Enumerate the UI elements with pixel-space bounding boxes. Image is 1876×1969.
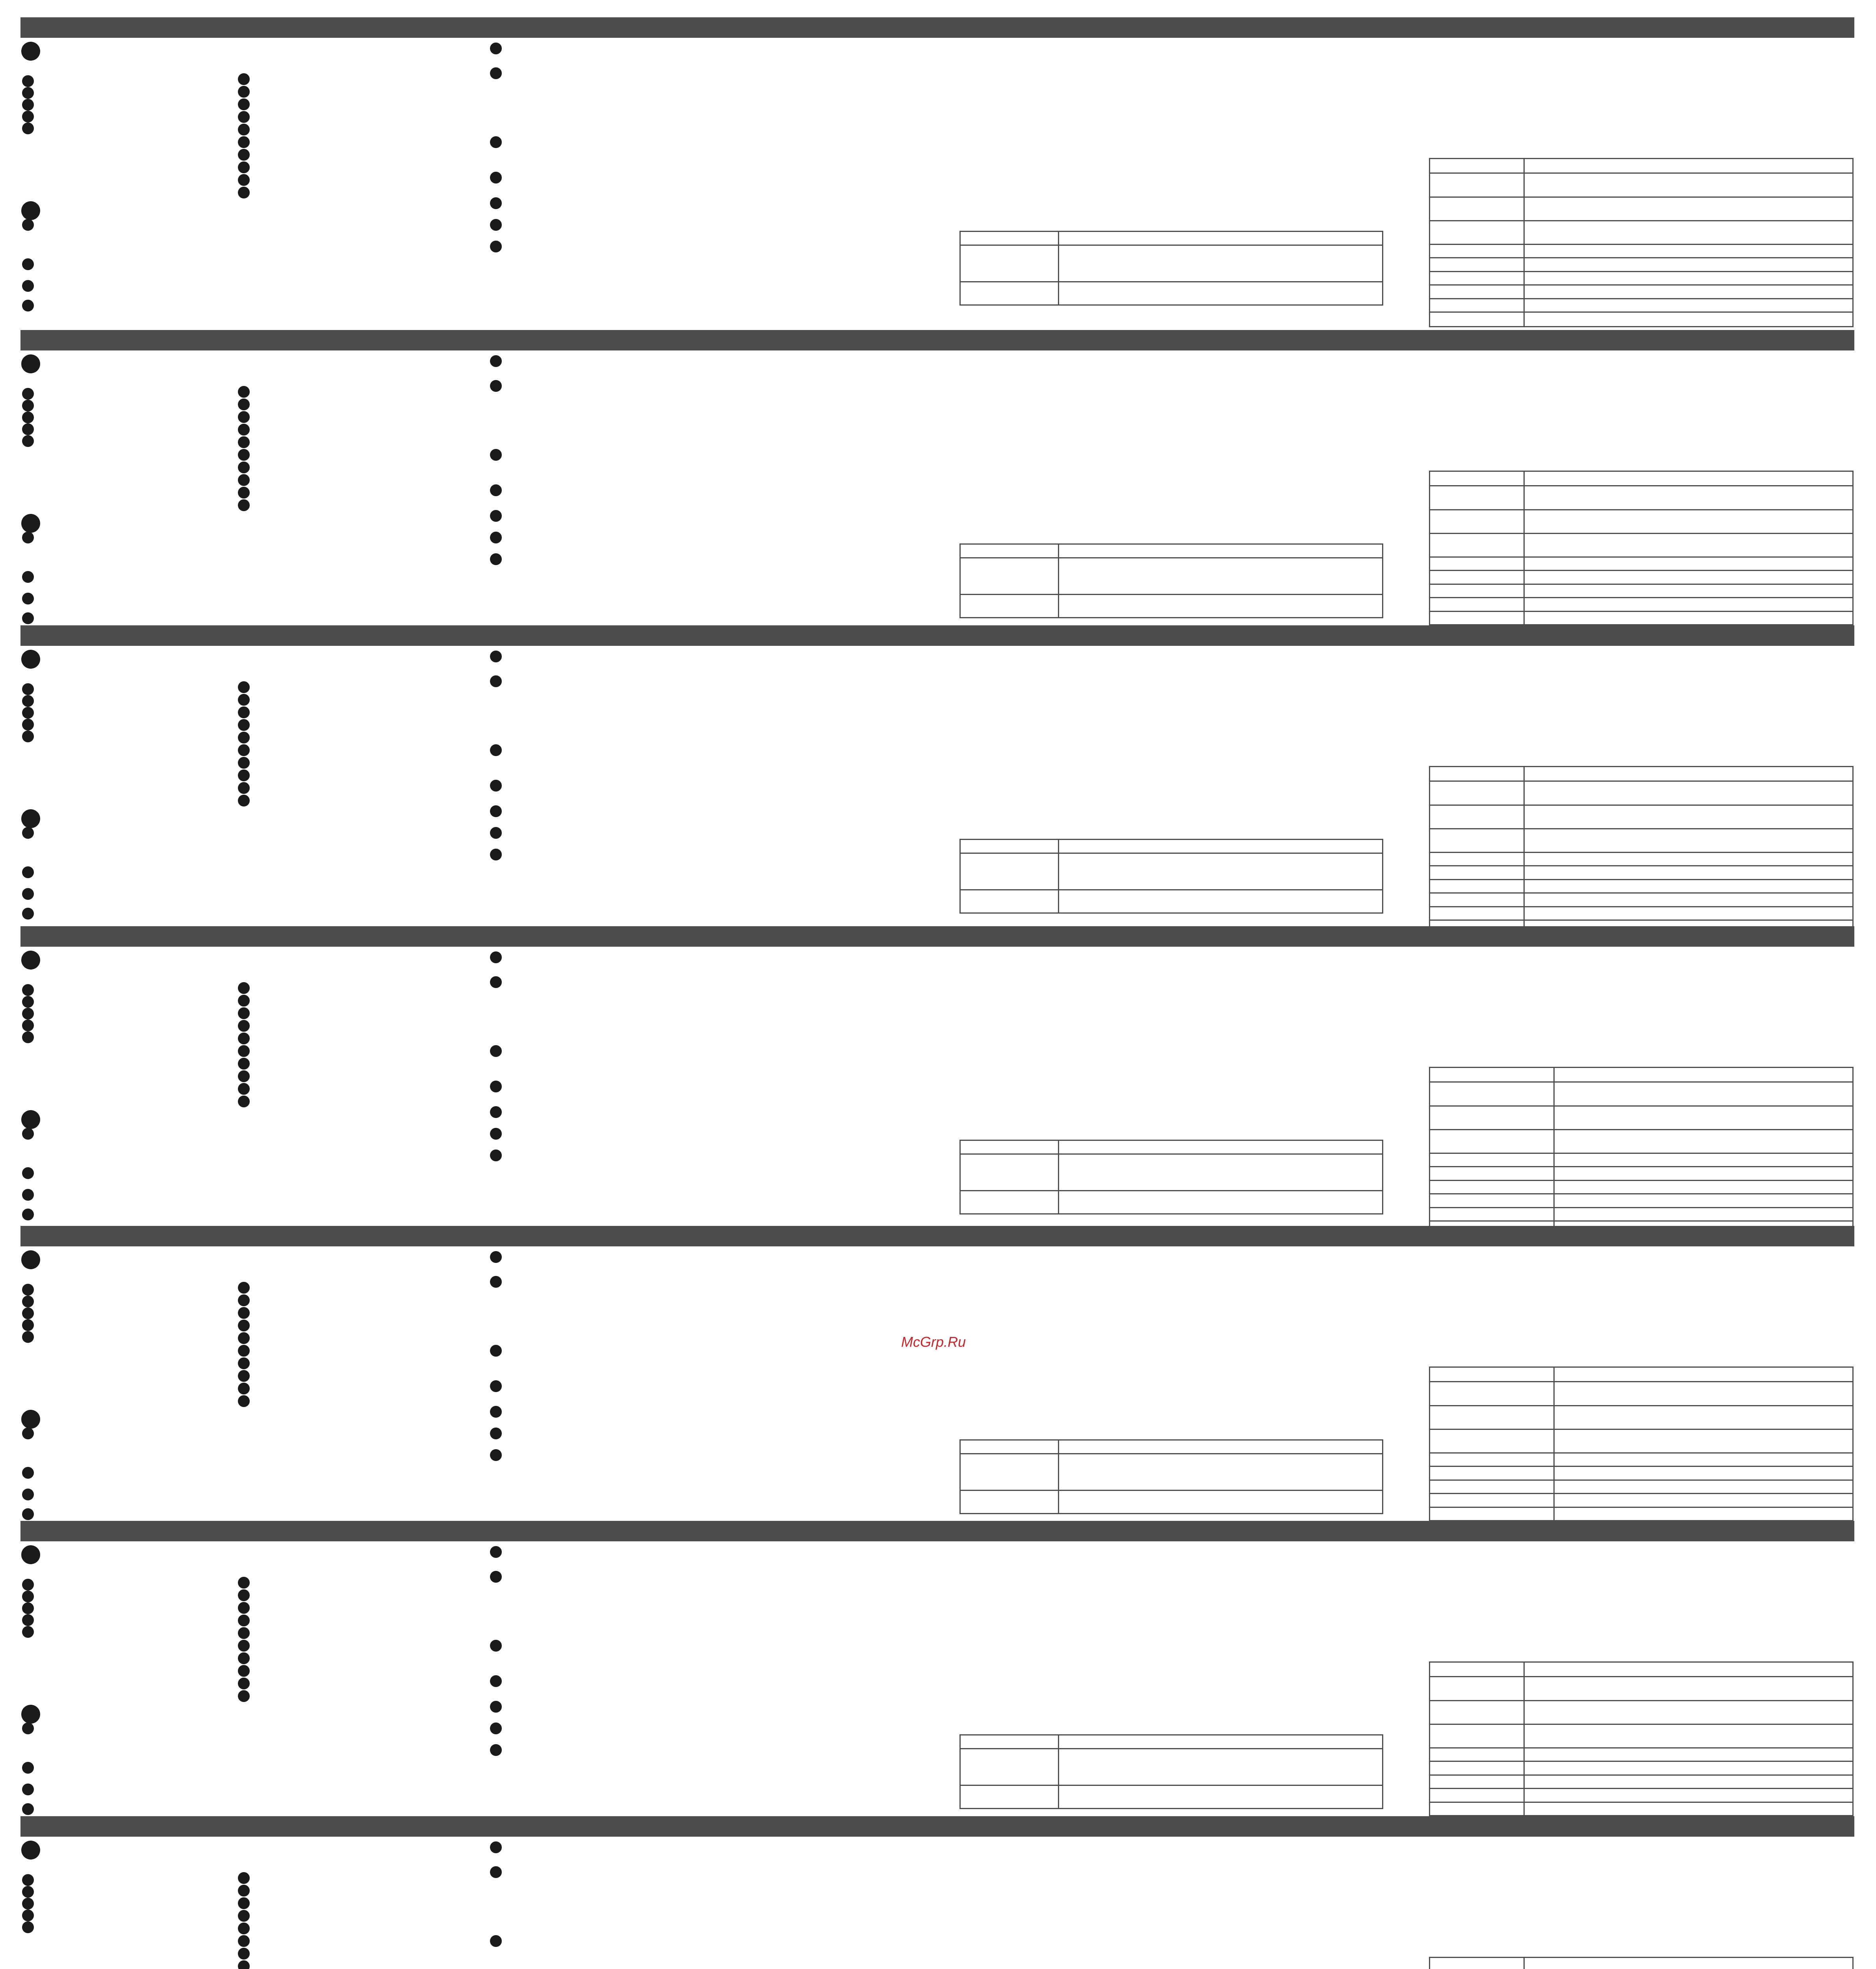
bullet — [238, 1096, 250, 1107]
small-table — [959, 1734, 1383, 1809]
bullet — [238, 744, 250, 756]
bullet-large — [21, 354, 40, 373]
small-table — [959, 1140, 1383, 1214]
table-row-line — [1430, 1774, 1852, 1776]
bullet — [238, 1007, 250, 1019]
bullet — [238, 1589, 250, 1601]
section-header-band — [20, 926, 1854, 947]
table-row-line — [1430, 1405, 1852, 1406]
bullet-large — [21, 1110, 40, 1129]
bullet — [490, 1722, 502, 1734]
large-table — [1429, 471, 1854, 640]
bullet — [22, 593, 34, 604]
bullet — [22, 888, 34, 900]
table-row-line — [1430, 1180, 1852, 1181]
bullet — [490, 172, 502, 184]
bullet — [238, 1678, 250, 1689]
section-header-band — [20, 1226, 1854, 1246]
bullet — [22, 532, 34, 543]
bullet — [490, 1546, 502, 1558]
table-row-line — [1430, 298, 1852, 299]
bullet — [238, 1045, 250, 1057]
bullet — [490, 1640, 502, 1652]
bullet — [238, 1070, 250, 1082]
bullet — [238, 1083, 250, 1095]
bullet — [238, 1923, 250, 1934]
bullet — [238, 1332, 250, 1344]
table-row-line — [961, 889, 1382, 890]
bullet — [238, 386, 250, 398]
bullet — [22, 707, 34, 719]
small-table — [959, 543, 1383, 618]
bullet — [238, 86, 250, 98]
table-column-line — [1058, 1735, 1059, 1808]
bullet — [490, 1935, 502, 1947]
table-row-line — [1430, 611, 1852, 612]
bullet — [22, 1008, 34, 1020]
bullet — [22, 1319, 34, 1331]
table-row-line — [1430, 244, 1852, 245]
table-row-line — [1430, 879, 1852, 880]
bullet — [490, 1106, 502, 1118]
table-row-line — [1430, 781, 1852, 782]
table-column-line — [1523, 1958, 1525, 1969]
bullet — [238, 1872, 250, 1884]
bullet — [490, 951, 502, 963]
table-row-line — [1430, 1761, 1852, 1762]
table-row-line — [1430, 271, 1852, 272]
bullet-large — [21, 514, 40, 533]
bullet — [238, 174, 250, 186]
table-column-line — [1523, 159, 1525, 326]
bullet — [238, 795, 250, 807]
bullet-large — [21, 201, 40, 220]
table-row-line — [1430, 1429, 1852, 1430]
bullet — [22, 996, 34, 1008]
bullet — [490, 827, 502, 839]
bullet — [238, 73, 250, 85]
bullet — [238, 1665, 250, 1677]
bullet — [490, 67, 502, 79]
table-row-line — [961, 281, 1382, 282]
bullet — [238, 1627, 250, 1639]
bullet — [490, 976, 502, 988]
bullet — [490, 1150, 502, 1161]
bullet — [490, 1345, 502, 1357]
bullet — [22, 1803, 34, 1815]
bullet — [22, 1626, 34, 1638]
bullet — [238, 98, 250, 110]
bullet — [22, 1307, 34, 1319]
bullet — [490, 1380, 502, 1392]
bullet — [22, 87, 34, 99]
table-row-line — [1430, 1700, 1852, 1701]
bullet — [490, 1866, 502, 1878]
bullet — [22, 1284, 34, 1296]
table-row-line — [1430, 1193, 1852, 1194]
table-row-line — [1430, 197, 1852, 198]
bullet-large — [21, 1841, 40, 1860]
bullet — [490, 1045, 502, 1057]
bullet — [22, 1722, 34, 1734]
table-row-line — [1430, 1081, 1852, 1083]
bullet — [238, 1577, 250, 1589]
bullet — [238, 136, 250, 148]
bullet — [22, 219, 34, 231]
bullet — [238, 1307, 250, 1319]
bullet — [238, 732, 250, 743]
bullet — [22, 1489, 34, 1500]
bullet — [22, 1209, 34, 1220]
table-column-line — [1058, 1141, 1059, 1213]
bullet — [22, 1031, 34, 1043]
bullet — [22, 908, 34, 920]
bullet — [490, 805, 502, 817]
bullet — [238, 436, 250, 448]
bullet-large — [21, 650, 40, 669]
bullet — [22, 1020, 34, 1031]
table-row-line — [961, 557, 1382, 558]
table-row-line — [1430, 1466, 1852, 1467]
bullet — [22, 1296, 34, 1307]
table-row-line — [1430, 1724, 1852, 1725]
bullet — [490, 651, 502, 662]
table-column-line — [1553, 1068, 1555, 1235]
table-column-line — [1523, 1663, 1525, 1830]
bullet — [238, 1602, 250, 1614]
table-column-line — [1058, 1441, 1059, 1513]
bullet — [22, 827, 34, 839]
table-row-line — [1430, 1129, 1852, 1130]
table-column-line — [1058, 840, 1059, 912]
bullet — [22, 612, 34, 624]
bullet — [22, 1331, 34, 1343]
bullet — [490, 553, 502, 565]
large-table — [1429, 766, 1854, 935]
bullet — [22, 75, 34, 87]
bullet — [238, 499, 250, 511]
table-row-line — [1430, 311, 1852, 313]
bullet — [490, 484, 502, 496]
section-header-band — [20, 625, 1854, 646]
section-header-band — [20, 1521, 1854, 1541]
bullet — [22, 1508, 34, 1520]
large-table — [1429, 1366, 1854, 1536]
table-row-line — [1430, 257, 1852, 258]
bullet — [238, 1897, 250, 1909]
bullet — [490, 1428, 502, 1439]
bullet — [490, 1276, 502, 1288]
bullet — [22, 1167, 34, 1179]
bullet — [238, 706, 250, 718]
bullet — [490, 744, 502, 756]
bullet — [490, 1128, 502, 1140]
bullet — [22, 400, 34, 412]
large-table — [1429, 1661, 1854, 1831]
table-row-line — [1430, 828, 1852, 829]
bullet — [22, 866, 34, 878]
bullet — [238, 1935, 250, 1947]
bullet — [22, 683, 34, 695]
bullet — [238, 1058, 250, 1070]
table-row-line — [1430, 284, 1852, 286]
table-row-line — [1430, 852, 1852, 853]
bullet — [238, 424, 250, 436]
bullet — [490, 449, 502, 461]
table-row-line — [1430, 1452, 1852, 1454]
table-row-line — [1430, 1166, 1852, 1167]
bullet-large — [21, 1250, 40, 1269]
bullet — [490, 1081, 502, 1092]
bullet — [22, 1910, 34, 1921]
table-row-line — [1430, 1153, 1852, 1154]
table-row-line — [1430, 1105, 1852, 1107]
bullet — [22, 1591, 34, 1602]
bullet — [238, 1960, 250, 1969]
bullet — [238, 1370, 250, 1382]
table-row-line — [1430, 906, 1852, 907]
table-row-line — [1430, 1676, 1852, 1677]
bullet — [490, 1571, 502, 1583]
bullet-large — [21, 42, 40, 61]
bullet — [490, 1675, 502, 1687]
bullet — [490, 136, 502, 148]
bullet — [238, 1383, 250, 1394]
bullet — [238, 1885, 250, 1897]
bullet — [238, 1033, 250, 1044]
bullet — [490, 380, 502, 392]
bullet — [22, 111, 34, 122]
large-table — [1429, 158, 1854, 327]
bullet — [490, 780, 502, 792]
bullet — [22, 1886, 34, 1898]
bullet — [22, 1898, 34, 1910]
bullet — [22, 571, 34, 583]
table-row-line — [961, 1748, 1382, 1749]
bullet-large — [21, 1545, 40, 1564]
bullet — [490, 849, 502, 860]
bullet — [22, 1579, 34, 1591]
table-column-line — [1523, 472, 1525, 639]
table-column-line — [1058, 232, 1059, 304]
table-column-line — [1553, 1368, 1555, 1535]
table-row-line — [1430, 1493, 1852, 1494]
bullet — [238, 449, 250, 461]
bullet — [238, 1910, 250, 1922]
bullet — [22, 99, 34, 111]
section-header-band — [20, 1816, 1854, 1837]
table-column-line — [1523, 767, 1525, 934]
table-row-line — [1430, 1507, 1852, 1508]
bullet — [238, 1020, 250, 1032]
bullet — [238, 487, 250, 499]
bullet — [238, 187, 250, 198]
table-row-line — [1430, 533, 1852, 534]
bullet — [22, 695, 34, 707]
bullet — [238, 1615, 250, 1626]
bullet — [490, 1841, 502, 1853]
bullet — [22, 423, 34, 435]
small-table — [959, 231, 1383, 306]
bullet — [238, 769, 250, 781]
table-row-line — [1430, 570, 1852, 571]
bullet — [238, 782, 250, 794]
bullet — [490, 241, 502, 252]
bullet — [490, 1744, 502, 1756]
table-row-line — [1430, 485, 1852, 486]
table-row-line — [1430, 172, 1852, 174]
table-row-line — [1430, 1220, 1852, 1222]
bullet — [490, 1406, 502, 1418]
bullet — [22, 984, 34, 996]
bullet — [238, 1282, 250, 1294]
bullet — [238, 1320, 250, 1331]
bullet — [22, 730, 34, 742]
bullet — [490, 1701, 502, 1713]
bullet — [238, 757, 250, 769]
bullet — [22, 122, 34, 134]
bullet — [22, 1874, 34, 1886]
bullet — [238, 149, 250, 161]
bullet — [490, 197, 502, 209]
bullet — [490, 355, 502, 367]
small-table — [959, 839, 1383, 914]
bullet — [238, 1294, 250, 1306]
bullet — [22, 1614, 34, 1626]
bullet-large — [21, 1410, 40, 1429]
table-row-line — [1430, 1802, 1852, 1803]
bullet — [490, 532, 502, 543]
table-row-line — [1430, 597, 1852, 598]
bullet — [238, 1948, 250, 1960]
bullet — [490, 1449, 502, 1461]
bullet — [238, 1652, 250, 1664]
bullet — [238, 694, 250, 706]
large-table — [1429, 1067, 1854, 1236]
bullet — [238, 111, 250, 123]
bullet — [22, 1467, 34, 1479]
table-row-line — [1430, 1747, 1852, 1748]
bullet-large — [21, 1705, 40, 1724]
bullet-large — [21, 951, 40, 970]
table-row-line — [1430, 556, 1852, 558]
bullet — [238, 1395, 250, 1407]
bullet — [22, 1784, 34, 1795]
table-row-line — [961, 1785, 1382, 1786]
bullet — [490, 1251, 502, 1263]
table-row-line — [961, 853, 1382, 854]
bullet — [22, 719, 34, 730]
large-table — [1429, 1957, 1854, 1969]
table-row-line — [961, 1190, 1382, 1191]
bullet — [22, 300, 34, 311]
watermark-text: McGrp.Ru — [901, 1334, 966, 1350]
section-header-band — [20, 330, 1854, 350]
table-row-line — [1430, 1788, 1852, 1789]
table-row-line — [961, 1453, 1382, 1454]
bullet — [238, 995, 250, 1007]
bullet — [22, 1428, 34, 1439]
bullet — [22, 1921, 34, 1933]
table-row-line — [1430, 220, 1852, 221]
table-row-line — [1430, 1381, 1852, 1382]
bullet — [238, 474, 250, 486]
bullet — [238, 124, 250, 135]
table-row-line — [1430, 1480, 1852, 1481]
bullet — [238, 1640, 250, 1652]
bullet — [490, 510, 502, 522]
table-row-line — [1430, 509, 1852, 510]
table-row-line — [1430, 805, 1852, 806]
bullet — [22, 412, 34, 423]
bullet — [238, 681, 250, 693]
table-row-line — [961, 1153, 1382, 1155]
bullet — [22, 388, 34, 400]
small-table — [959, 1439, 1383, 1514]
section-header-band — [20, 17, 1854, 38]
bullet — [22, 1762, 34, 1774]
bullet — [238, 1690, 250, 1702]
table-row-line — [961, 1490, 1382, 1491]
bullet — [22, 258, 34, 270]
table-row-line — [961, 245, 1382, 246]
table-row-line — [1430, 865, 1852, 866]
bullet — [490, 43, 502, 54]
table-row-line — [1430, 892, 1852, 894]
bullet — [238, 411, 250, 423]
bullet — [490, 219, 502, 231]
bullet — [238, 1357, 250, 1369]
bullet — [22, 1128, 34, 1140]
table-row-line — [1430, 920, 1852, 921]
bullet — [22, 280, 34, 292]
table-row-line — [961, 594, 1382, 595]
bullet — [238, 399, 250, 410]
bullet — [238, 719, 250, 731]
bullet — [22, 1602, 34, 1614]
table-column-line — [1058, 545, 1059, 617]
bullet — [238, 1345, 250, 1357]
bullet — [22, 1189, 34, 1201]
bullet-large — [21, 809, 40, 828]
bullet — [490, 675, 502, 687]
bullet — [238, 462, 250, 473]
bullet — [238, 161, 250, 173]
bullet — [238, 982, 250, 994]
table-row-line — [1430, 584, 1852, 585]
bullet — [22, 435, 34, 447]
table-row-line — [1430, 1207, 1852, 1208]
